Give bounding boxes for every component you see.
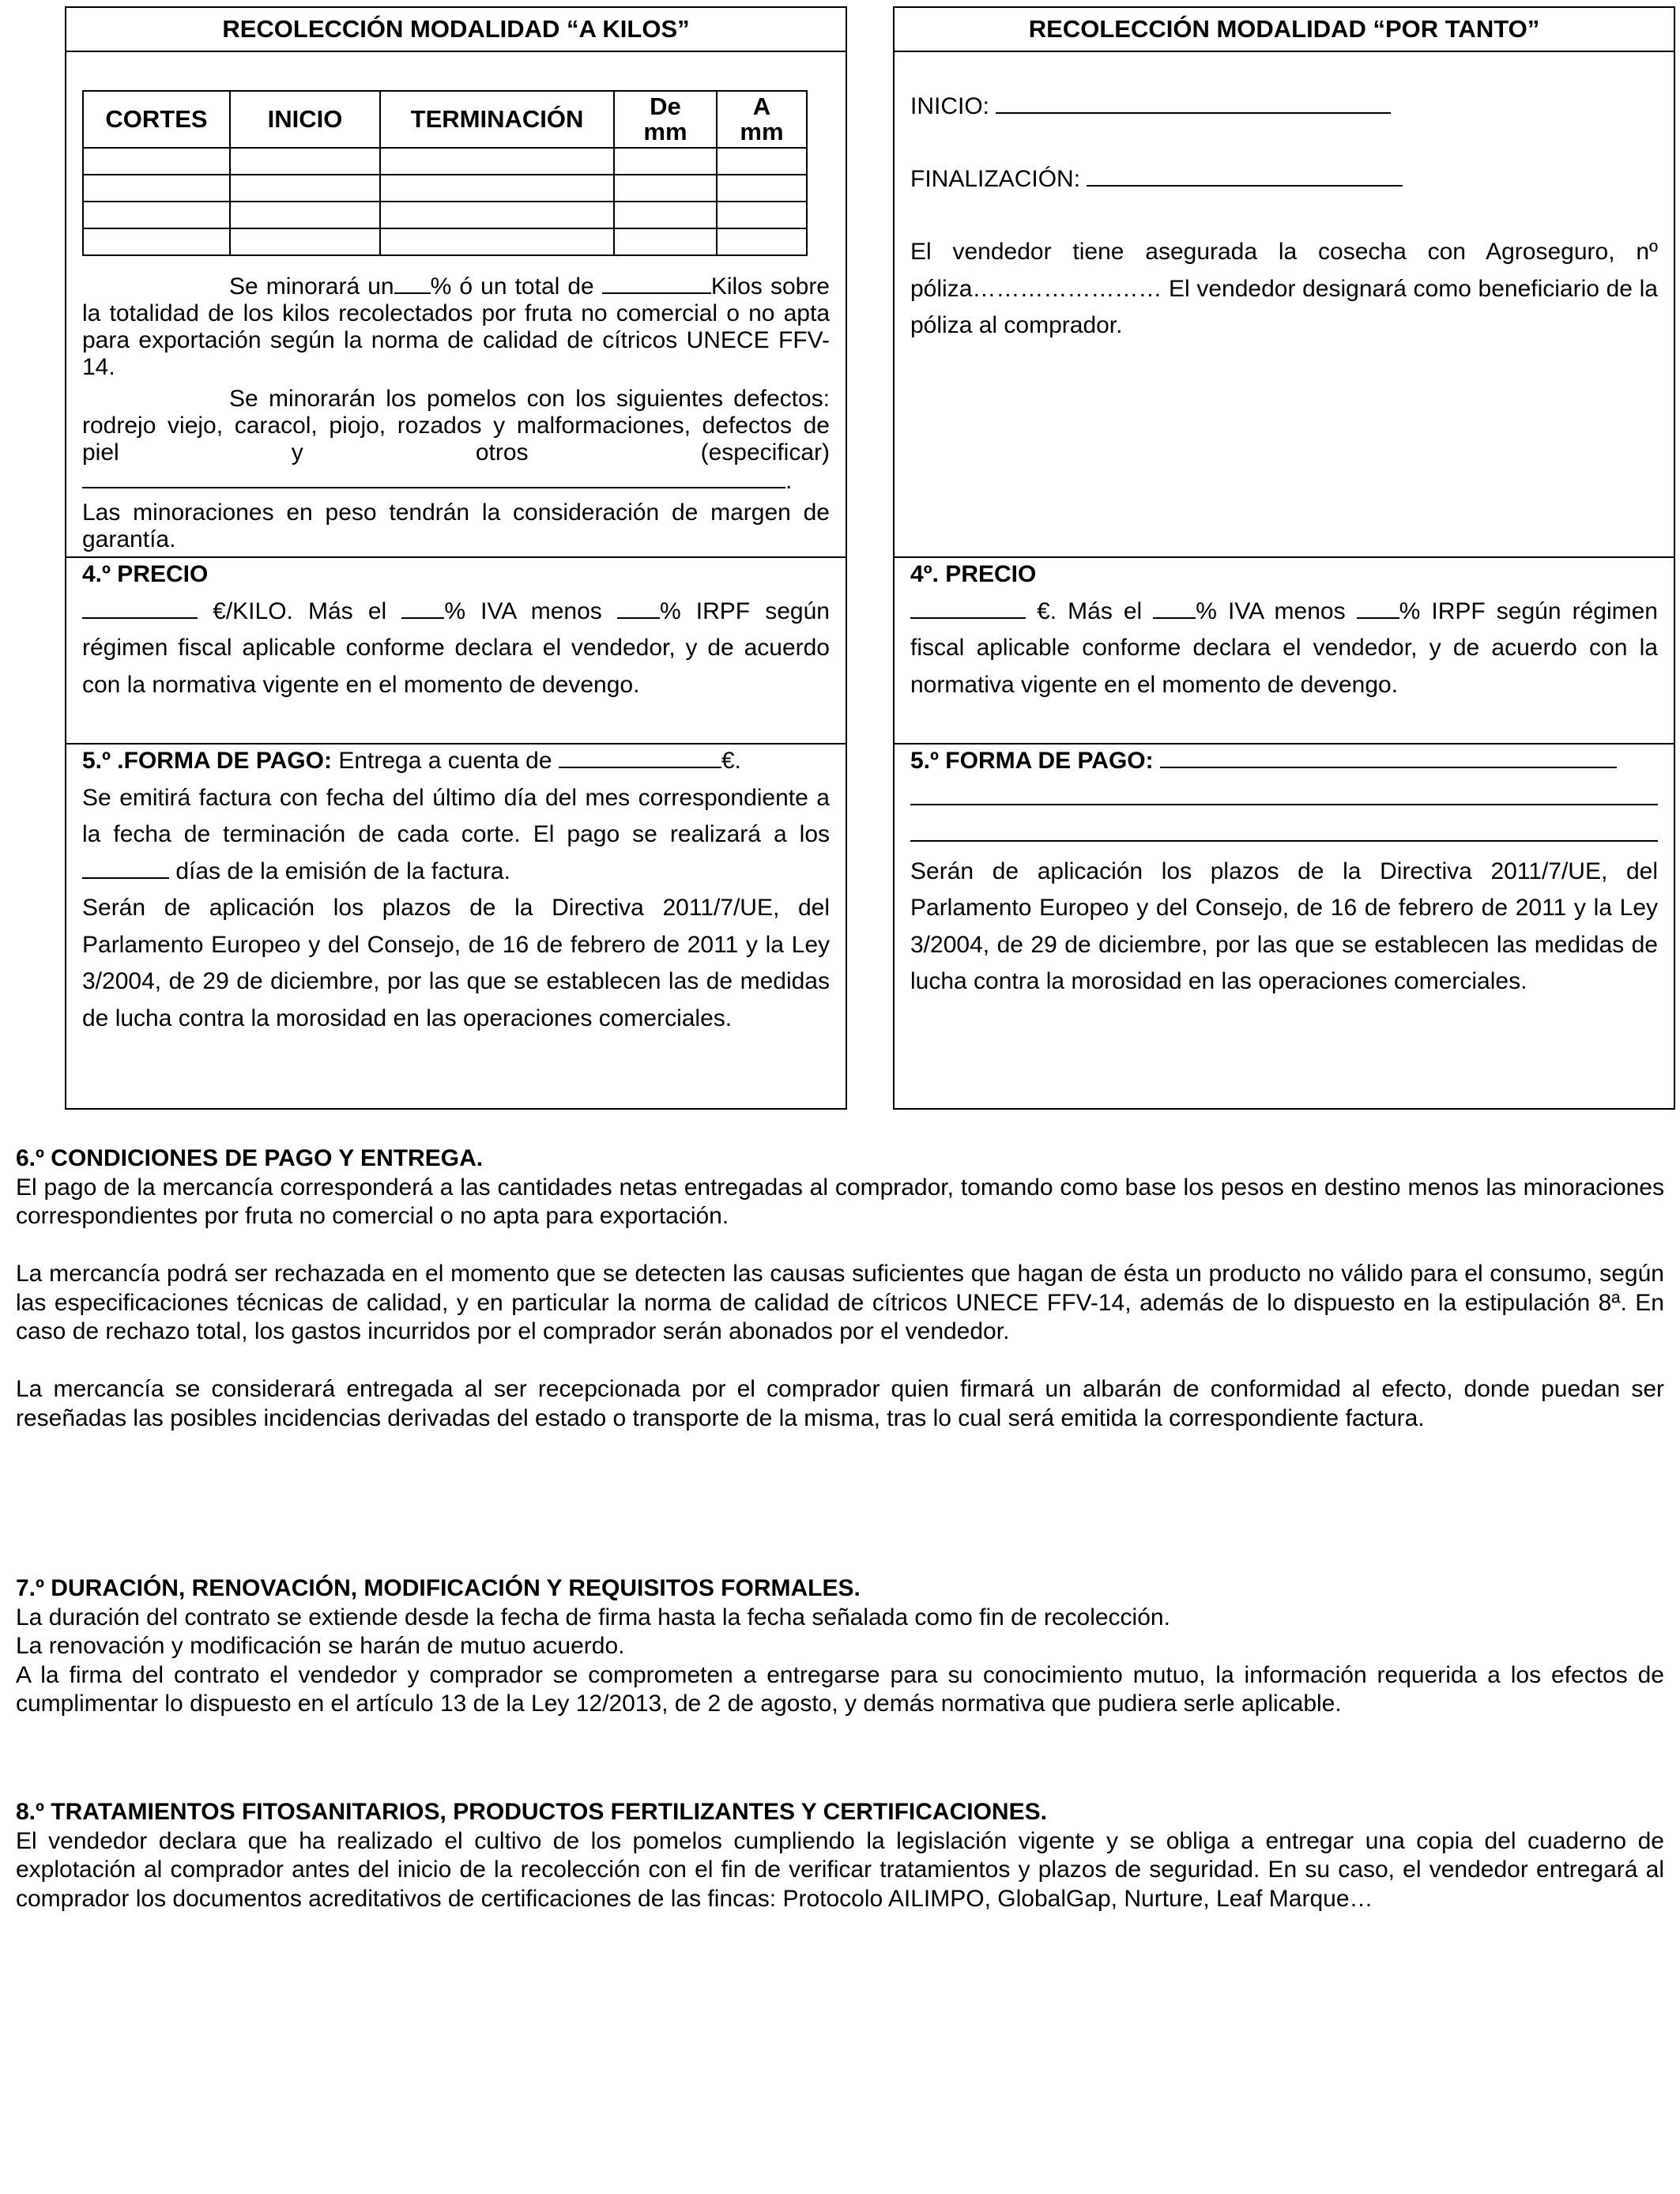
table-row <box>83 175 807 202</box>
pago-blank-line-2 <box>910 780 1658 817</box>
pago-euro-left: €. <box>721 748 741 774</box>
table-row <box>83 148 807 175</box>
precio-iva-left: % IVA menos <box>444 598 602 624</box>
minoracion-kilos <box>82 272 830 381</box>
pago-cell-left <box>66 743 846 1108</box>
pago-heading-left: 5.º .FORMA DE PAGO: <box>82 748 332 774</box>
col-cortes: CORTES <box>83 91 230 148</box>
cortes-table <box>82 90 808 256</box>
inicio-label: INICIO: <box>910 93 990 119</box>
section-8-heading: 8.º TRATAMIENTOS FITOSANITARIOS, PRODUCTOS FERTILIZANTES Y CERTIFICACIONES. <box>16 1799 1047 1825</box>
minoracion-kilos-text-b: % ó un total de <box>430 273 594 300</box>
section-6 <box>16 1144 1664 1433</box>
table-cell[interactable] <box>380 228 614 255</box>
pago-cell-right <box>895 743 1674 1108</box>
inicio-blank[interactable] <box>996 92 1391 114</box>
col-a-mm-label: A mm <box>740 92 784 145</box>
section-7-l2: La renovación y modificación se harán de mutuo acuerdo. <box>16 1633 625 1659</box>
precio-unit-right: €. Más el <box>1037 598 1143 624</box>
table-cell[interactable] <box>614 148 717 175</box>
table-cell[interactable] <box>717 148 807 175</box>
col-de-mm <box>614 91 717 148</box>
col-de-mm-label: De mm <box>643 92 687 145</box>
col-a-mm <box>717 91 807 148</box>
por-tanto-title: RECOLECCIÓN MODALIDAD “POR TANTO” <box>895 8 1674 52</box>
pago-heading-right: 5.º FORMA DE PAGO: <box>910 748 1154 774</box>
irpf-blank-right[interactable] <box>1357 597 1399 619</box>
table-cell[interactable] <box>614 175 717 202</box>
dias-blank[interactable] <box>82 857 169 879</box>
pago-text-1: Se emitirá factura con fecha del último día del mes correspondiente a la fecha de terminación de cada corte. El pago se realizará a los <box>82 784 830 847</box>
precio-cell-left <box>66 556 846 743</box>
pago-heading-line-left <box>82 743 830 780</box>
section-7 <box>16 1574 1664 1719</box>
precio-unit-left: €/KILO. Más el <box>213 598 387 624</box>
forma-pago-blank-1[interactable] <box>1160 746 1617 768</box>
section-8 <box>16 1798 1664 1913</box>
section-6-p3: La mercancía se considerará entregada al ser recepcionada por el comprador quien firmará un albarán de conformidad al efecto, donde puedan ser reseñadas las posibles incidencias derivadas del estado o transporte de la misma, tras lo cual será emitida la correspondiente factura. <box>16 1376 1664 1431</box>
section-6-p2: La mercancía podrá ser rechazada en el momento que se detecten las causas suficientes que hagan de ésta un producto no válido para el consumo, según las especificaciones técnicas de calidad, y en particular la norma de calidad de cítricos UNECE FFV-14, además de lo dispuesto en la estipulación 8ª. En caso de rechazo total, los gastos incurridos por el comprador serán abonados por el vendedor. <box>16 1261 1664 1344</box>
a-kilos-title: RECOLECCIÓN MODALIDAD “A KILOS” <box>66 8 846 52</box>
table-row <box>83 202 807 228</box>
section-6-heading: 6.º CONDICIONES DE PAGO Y ENTREGA. <box>16 1145 484 1171</box>
section-7-l3: A la firma del contrato el vendedor y comprador se comprometen a entregarse para su conocimiento mutuo, la información requerida a los efectos de cumplimentar lo dispuesto en el artículo 13 de la Ley 12/2013, de 2 de agosto, y demás normativa que pudiera serle aplicable. <box>16 1661 1664 1717</box>
irpf-blank[interactable] <box>617 597 660 619</box>
seguro-text: El vendedor tiene asegurada la cosecha con Agroseguro, nº póliza…………………… El vendedor designará como beneficiario de la póliza al comprador. <box>910 239 1658 338</box>
entrega-blank[interactable] <box>559 746 721 768</box>
precio-text-right <box>910 594 1658 704</box>
precio-blank-right[interactable] <box>910 597 1026 619</box>
section-8-p1: El vendedor declara que ha realizado el cultivo de los pomelos cumpliendo la legislación vigente y se obliga a entregar una copia del cuaderno de explotación al comprador antes del inicio de la recolección con el fin de verificar tratamientos y plazos de seguridad. En su caso, el vendedor entregará al comprador los documentos acreditativos de certificaciones de las fincas: Protocolo AILIMPO, GlobalGap, Nurture, Leaf Marque… <box>16 1827 1664 1912</box>
forma-pago-blank-3[interactable] <box>910 820 1658 842</box>
minoracion-kilos-text-c: Kilos sobre la totalidad de los kilos recolectados por fruta no comercial o no apta para exportación según la norma de calidad de cítricos UNECE FFV-14. <box>82 273 830 380</box>
table-cell[interactable] <box>83 202 230 228</box>
table-cell[interactable] <box>717 228 807 255</box>
table-cell[interactable] <box>614 202 717 228</box>
col-inicio: INICIO <box>230 91 380 148</box>
pago-entrega-left: Entrega a cuenta de <box>338 748 552 774</box>
finalizacion-blank[interactable] <box>1087 164 1403 187</box>
iva-blank[interactable] <box>401 597 444 619</box>
pago-text-2: días de la emisión de la factura. <box>175 858 510 884</box>
table-cell[interactable] <box>230 175 380 202</box>
table-cell[interactable] <box>230 228 380 255</box>
table-cell[interactable] <box>717 202 807 228</box>
table-cell[interactable] <box>380 148 614 175</box>
pago-heading-line-right <box>910 743 1658 780</box>
finalizacion-label: FINALIZACIÓN: <box>910 166 1081 192</box>
precio-iva-right: % IVA menos <box>1196 598 1346 624</box>
table-cell[interactable] <box>230 148 380 175</box>
precio-heading-left: 4.º PRECIO <box>82 561 209 587</box>
minoracion-garantia: Las minoraciones en peso tendrán la consideración de margen de garantía. <box>82 499 830 552</box>
inicio-line <box>910 89 1658 126</box>
table-cell[interactable] <box>83 148 230 175</box>
minoracion-defectos: Se minorarán los pomelos con los siguientes defectos: rodrejo viejo, caracol, piojo, rozados y malformaciones, defectos de piel y otros (especificar) . <box>82 386 830 494</box>
table-cell[interactable] <box>380 202 614 228</box>
forma-pago-blank-2[interactable] <box>910 783 1658 805</box>
pago-factura-left <box>82 780 830 891</box>
precio-heading-right: 4º. PRECIO <box>910 561 1037 587</box>
a-kilos-box <box>65 6 847 1110</box>
col-terminacion: TERMINACIÓN <box>380 91 614 148</box>
section-7-heading: 7.º DURACIÓN, RENOVACIÓN, MODIFICACIÓN Y REQUISITOS FORMALES. <box>16 1575 861 1601</box>
precio-blank[interactable] <box>82 597 198 619</box>
pago-blank-line-3 <box>910 816 1658 854</box>
section-7-l1: La duración del contrato se extiende desde la fecha de firma hasta la fecha señalada como fin de recolección. <box>16 1604 1170 1630</box>
precio-irpf-left: % IRPF según régimen fiscal aplicable conforme declara el vendedor, y de acuerdo con la normativa vigente en el momento de devengo. <box>82 598 830 698</box>
especificar-blank[interactable] <box>82 466 785 488</box>
table-cell[interactable] <box>380 175 614 202</box>
table-cell[interactable] <box>230 202 380 228</box>
minoracion-kilos-blank[interactable] <box>602 272 711 294</box>
section-6-p1: El pago de la mercancía corresponderá a las cantidades netas entregadas al comprador, tomando como base los pesos en destino menos las minoraciones correspondientes por fruta no comercial o no apta para exportación. <box>16 1174 1664 1229</box>
precio-cell-right <box>895 556 1674 743</box>
table-row <box>83 228 807 255</box>
cortes-table-header <box>83 91 807 148</box>
precio-text-left <box>82 594 830 704</box>
table-cell[interactable] <box>614 228 717 255</box>
finalizacion-line <box>910 161 1658 198</box>
iva-blank-right[interactable] <box>1153 597 1196 619</box>
por-tanto-box <box>893 6 1675 1110</box>
pago-directiva-right: Serán de aplicación los plazos de la Directiva 2011/7/UE, del Parlamento Europeo y del Consejo, de 16 de febrero de 2011 y la Ley 3/2004, de 29 de diciembre, por las que se establecen las medidas de lucha contra la morosidad en las operaciones comerciales. <box>910 858 1658 994</box>
table-cell[interactable] <box>717 175 807 202</box>
minoracion-kilos-text-a: Se minorará un <box>229 273 394 300</box>
pago-directiva-left: Serán de aplicación los plazos de la Directiva 2011/7/UE, del Parlamento Europeo y del Consejo, de 16 de febrero de 2011 y la Ley 3/2004, de 29 de diciembre, por las que se establecen las de medidas de lucha contra la morosidad en las operaciones comerciales. <box>82 895 830 1031</box>
precio-irpf-right: % IRPF según régimen fiscal aplicable conforme declara el vendedor, y de acuerdo con la normativa vigente en el momento de devengo. <box>910 598 1658 698</box>
minoracion-percent-blank[interactable] <box>394 272 431 294</box>
table-cell[interactable] <box>83 228 230 255</box>
table-cell[interactable] <box>83 175 230 202</box>
minoracion-defectos-text: Se minorarán los pomelos con los siguientes defectos: rodrejo viejo, caracol, piojo, rozados y malformaciones, defectos de piel y otros (especificar) <box>82 386 830 466</box>
